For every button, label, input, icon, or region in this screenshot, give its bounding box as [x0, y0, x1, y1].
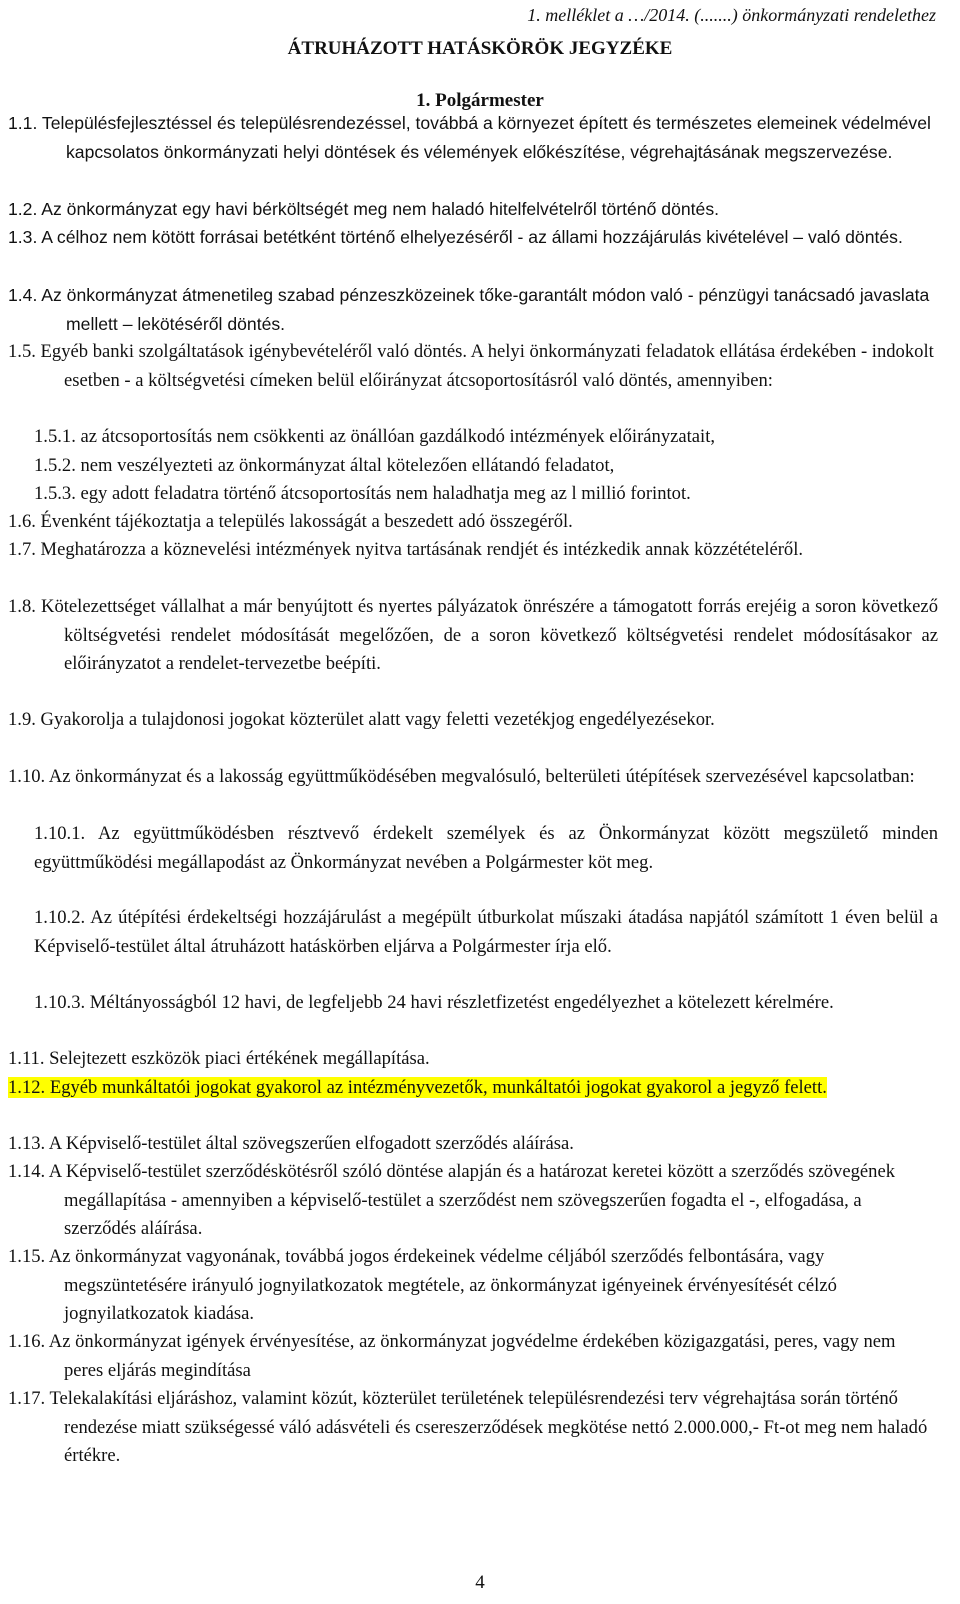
item-1-8: 1.8. Kötelezettséget vállalhat a már benyújtott és nyertes pályázatok önrészére a támogatott forrás erejéig a soron következő költségvetési rendelet módosítását megelőzően, de a soron következő költségvetési rendelet módosításakor az előirányzatot a rendelet-tervezetbe beépíti. [8, 596, 938, 674]
item-1-16: 1.16. Az önkormányzat igények érvényesítése, az önkormányzat jogvédelme érdekében közigazgatási, peres, vagy nem peres eljárás megindítása [8, 1331, 896, 1381]
page-number: 4 [475, 1572, 485, 1593]
item-1-5-1: 1.5.1. az átcsoportosítás nem csökkenti az önállóan gazdálkodó intézmények előirányzatait, [34, 426, 716, 447]
item-1-10-1: 1.10.1. Az együttműködésben résztvevő érdekelt személyek és az Önkormányzat között megszülető minden együttműködési megállapodást az Önkormányzat nevében a Polgármester köt meg. [34, 823, 938, 873]
item-1-14: 1.14. A Képviselő-testület szerződéskötésről szóló döntése alapján és a határozat keretei között a szerződés szövegének megállapítása - amennyiben a képviselő-testület a szerződést nem szövegszerűen fogadta el -, elfogadása, a szerződés aláírása. [8, 1161, 896, 1239]
item-1-17: 1.17. Telekalakítási eljáráshoz, valamint közút, közterület területének településrendezési terv végrehajtása során történő rendezése miatt szükségessé váló adásvételi és csereszerződések megkötése nettó 2.000.000,- Ft-ot meg nem haladó értékre. [8, 1388, 928, 1466]
item-1-11: 1.11. Selejtezett eszközök piaci értékének megállapítása. [8, 1048, 430, 1069]
item-1-10-3: 1.10.3. Méltányosságból 12 havi, de legfeljebb 24 havi részletfizetést engedélyezhet a kötelezett kérelmére. [34, 992, 834, 1013]
item-1-1: 1.1. Településfejlesztéssel és településrendezéssel, továbbá a környezet épített és természetes elemeinek védelmével kapcsolatos önkormányzati helyi döntések és vélemények előkészítése, végrehajtásának megszervezése. [8, 113, 931, 162]
item-1-5-2: 1.5.2. nem veszélyezteti az önkormányzat által kötelezően ellátandó feladatot, [34, 455, 615, 476]
section-heading: 1. Polgármester [416, 90, 544, 111]
item-1-4: 1.4. Az önkormányzat átmenetileg szabad pénzeszközeinek tőke-garantált módon való - pénzügyi tanácsadó javaslata mellett – lekötéséről döntés. [8, 285, 930, 334]
document-title: ÁTRUHÁZOTT HATÁSKÖRÖK JEGYZÉKE [287, 38, 673, 59]
item-1-12 [8, 1074, 938, 1103]
item-1-3: 1.3. A célhoz nem kötött forrásai betétként történő elhelyezéséről - az állami hozzájárulás kivételével – való döntés. [8, 227, 903, 247]
annex-label: 1. melléklet a …/2014. (.......) önkormányzati rendelethez [527, 5, 936, 25]
item-1-10-2: 1.10.2. Az útépítési érdekeltségi hozzájárulást a megépült útburkolat műszaki átadása napjától számított 1 éven belül a Képviselő-testület által átruházott hatáskörben eljárva a Polgármester írja elő. [34, 907, 938, 957]
highlighted-text: 1.12. Egyéb munkáltatói jogokat gyakorol az intézményvezetők, munkáltatói jogokat gyakorol a jegyző felett. [8, 1077, 827, 1098]
item-1-10: 1.10. Az önkormányzat és a lakosság együttműködésében megvalósuló, belterületi útépítések szervezésével kapcsolatban: [8, 766, 915, 787]
item-1-2: 1.2. Az önkormányzat egy havi bérköltségét meg nem haladó hitelfelvételről történő döntés. [8, 199, 720, 219]
item-1-9: 1.9. Gyakorolja a tulajdonosi jogokat közterület alatt vagy feletti vezetékjog engedélyezésekor. [8, 709, 715, 730]
item-1-7: 1.7. Meghatározza a köznevelési intézmények nyitva tartásának rendjét és intézkedik annak közzétételéről. [8, 539, 804, 560]
item-1-15: 1.15. Az önkormányzat vagyonának, továbbá jogos érdekeinek védelme céljából szerződés felbontására, vagy megszüntetésére irányuló jognyilatkozatok megtétele, az önkormányzat igényeinek érvényesítését célzó jognyilatkozatok kiadása. [8, 1246, 837, 1324]
item-1-13: 1.13. A Képviselő-testület által szövegszerűen elfogadott szerződés aláírása. [8, 1133, 574, 1154]
item-1-5: 1.5. Egyéb banki szolgáltatások igénybevételéről való döntés. A helyi önkormányzati feladatok ellátása érdekében - indokolt esetben - a költségvetési címeken belül előirányzat átcsoportosításról való döntés, amennyiben: [8, 341, 934, 391]
item-1-5-3: 1.5.3. egy adott feladatra történő átcsoportosítás nem haladhatja meg az l millió forintot. [34, 483, 691, 504]
item-1-6: 1.6. Évenként tájékoztatja a település lakosságát a beszedett adó összegéről. [8, 511, 573, 532]
